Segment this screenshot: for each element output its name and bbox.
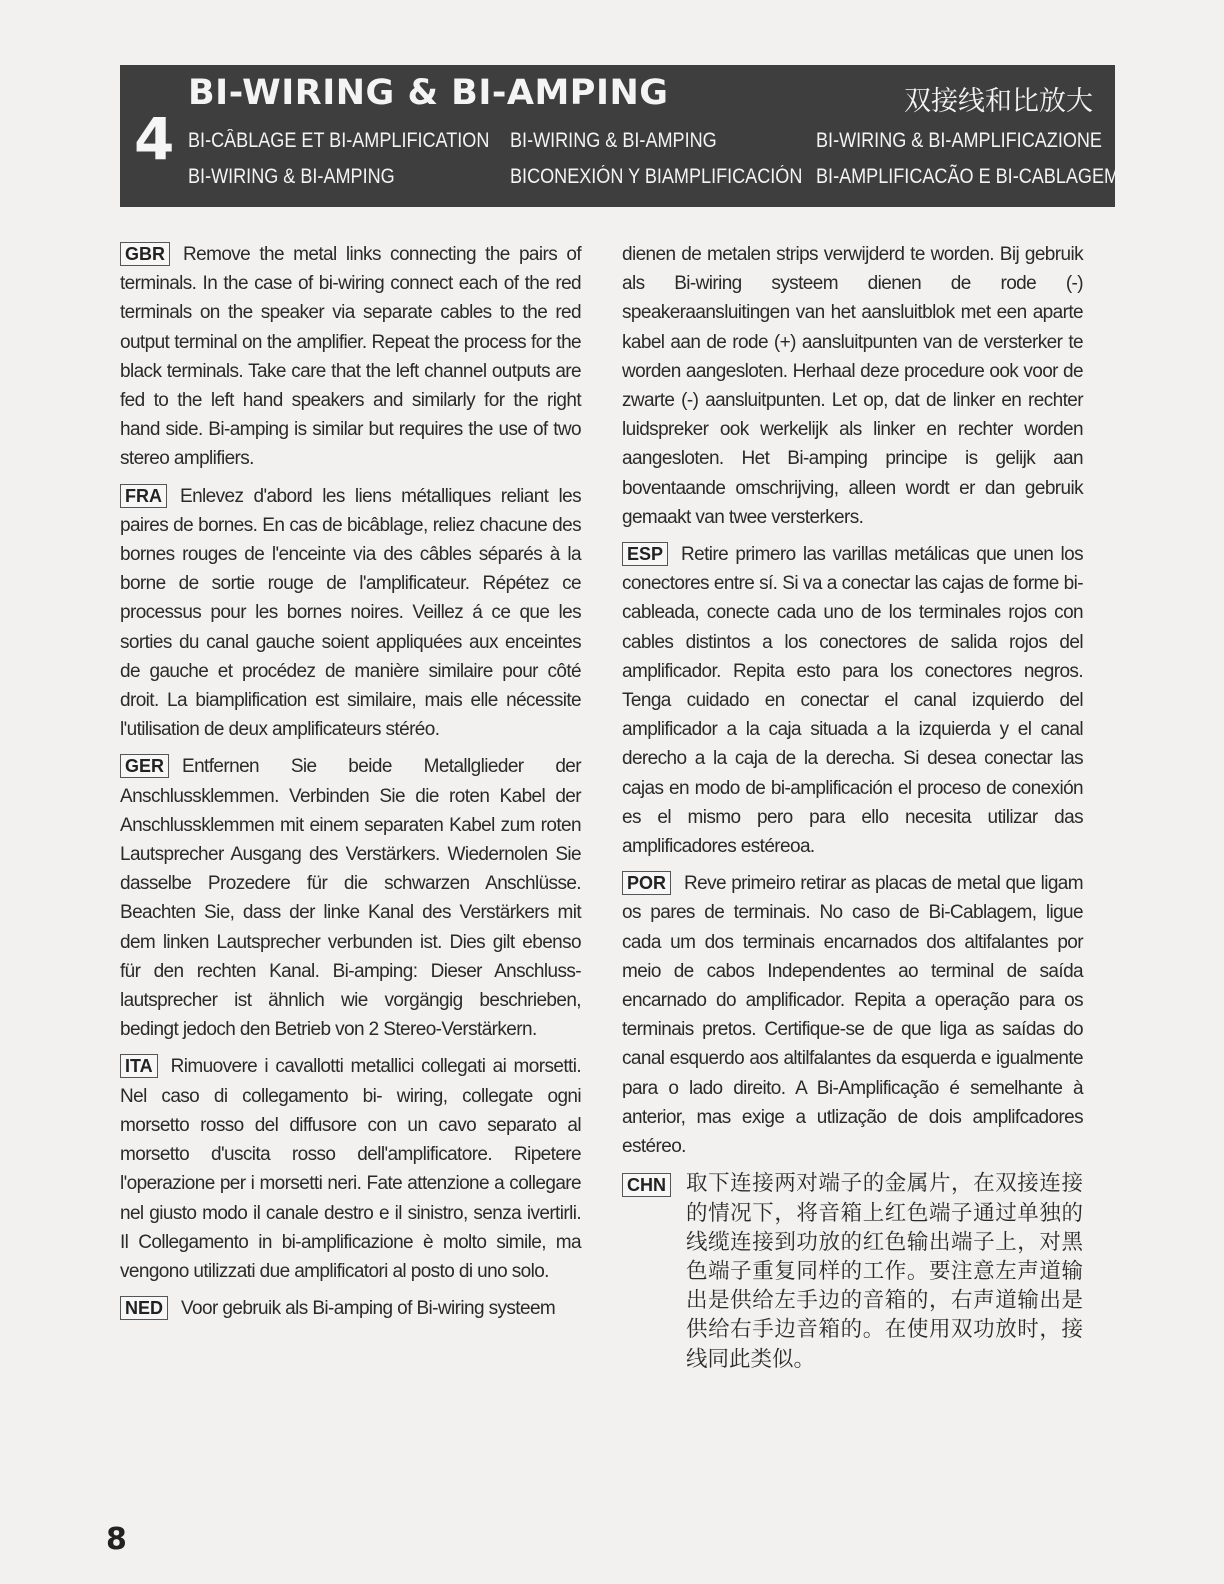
subtitle-italian: BI-WIRING & BI-AMPLIFICAZIONE (816, 129, 1102, 152)
section-text-ger: Entfernen Sie beide Metallglieder der Anschlussklemmen. Verbinden Sie die roten Kabel der Anschlussklemmen mit einem separaten Kabel zum roten Lautsprecher Ausgang des Verstärkers. Wiedernolen Sie dasselbe Prozedere für die schwarzen Anschlüsse. Beachten Sie, dass der linke Kanal des Verstärkers mit dem linken Lautsprecher verbunden ist. Dies gilt ebenso für den rechten Kanal. Bi-amping: Dieser Anschluss-lautsprecher ist ähnlich wie vorgängig beschrieben, bedingt jedoch den Betrieb von 2 Stereo-Verstärkern. (120, 756, 581, 1041)
language-badge-por: POR (622, 871, 671, 895)
language-badge-ned: NED (120, 1296, 168, 1320)
section-text-ned: Voor gebruik als Bi-amping of Bi-wiring systeem (181, 1298, 556, 1320)
chapter-title: BI-WIRING & BI-AMPING (188, 73, 669, 113)
page-number: 8 (106, 1522, 127, 1557)
language-badge-ita: ITA (120, 1054, 158, 1078)
section-chn (622, 1169, 1083, 1373)
right-column (622, 240, 1083, 1374)
chapter-number: 4 (134, 105, 175, 173)
language-badge-esp: ESP (622, 542, 668, 566)
section-ita (120, 1052, 581, 1286)
subtitle-french: BI-CÂBLAGE ET BI-AMPLIFICATION (188, 129, 490, 152)
section-text-chn: 取下连接两对端子的金属片，在双接连接的情况下，将音箱上红色端子通过单独的线缆连接到功放的红色输出端子上，对黑色端子重复同样的工作。要注意左声道输出是供给左手边的音箱的，右声道输出是供给右手边音箱的。在使用双功放时，接线同此类似。 (686, 1171, 1083, 1372)
section-ned-continued: dienen de metalen strips verwijderd te worden. Bij gebruik als Bi-wiring systeem dienen de rode (-) speakeraansluitingen van het aansluitblok met een aparte kabel aan de rode (+) aansluitpunten van de versterker te worden aangesloten. Herhaal deze procedure ook voor de zwarte (-) aansluitpunten. Let op, dat de linker en rechter luidspreker ook werkelijk als linker en rechter worden aangesloten. Het Bi-amping principe is gelijk aan boventaande omschrijving, alleen wordt er dan gebruik gemaakt van twee versterkers. (622, 244, 1083, 528)
section-text-gbr: Remove the metal links connecting the pairs of terminals. In the case of bi-wiring connect each of the red terminals on the speaker via separate cables to the red output terminal on the amplifier. Repeat the process for the black terminals. Take care that the left channel outputs are fed to the left hand speakers and similarly for the right hand side. Bi-amping is similar but requires the use of two stereo amplifiers. (120, 244, 581, 470)
section-text-esp: Retire primero las varillas metálicas que unen los conectores entre sí. Si va a conectar las cajas de forme bi-cableada, conecte cada uno de los terminales rojos con cables distintos a los conectores de salida rojos del amplificador. Repita esto para los conectores negros. Tenga cuidado en conectar el canal izquierdo del amplificador a la caja situada a la izquierda y el canal derecho a la caja de la derecha. Si desea conectar las cajas en modo de bi-amplificación el proceso de conexión es el mismo pero para ello necesita utilizar das amplificadores estéreoa. (622, 544, 1083, 858)
language-badge-fra: FRA (120, 484, 167, 508)
subtitle-spanish: BICONEXIÓN Y BIAMPLIFICACIÓN (510, 165, 803, 188)
subtitle-dutch: BI-WIRING & BI-AMPING (188, 165, 395, 188)
language-badge-chn: CHN (622, 1173, 671, 1197)
chapter-title-chinese: 双接线和比放大 (904, 86, 1093, 117)
subtitle-portuguese: BI-AMPLIFICACÃO E BI-CABLAGEM (816, 165, 1120, 188)
section-esp (622, 540, 1083, 861)
section-gbr (120, 240, 581, 474)
section-por (622, 869, 1083, 1161)
section-text-ita: Rimuovere i cavallotti metallici collegati ai morsetti. Nel caso di collegamento bi- wiring, collegate ogni morsetto rosso del diffusore con un cavo separato al morsetto d'uscita rosso dell'amplificatore. Ripetere l'operazione per i morsetti neri. Fate attenzione a collegare nel giusto modo il canale destro e il sinistro, senza ivertirli. Il Collegamento in bi-amplificazione è molto simile, ma vengono utilizzati due amplificatori al posto di uno solo. (120, 1056, 581, 1282)
section-text-por: Reve primeiro retirar as placas de metal que ligam os pares de terminais. No caso de Bi-Cablagem, ligue cada um dos terminais encarnados dos altifalantes por meio de cabos Independentes ao terminal de saída encarnado do amplificador. Repita a operação para os terminais pretos. Certifique-se de que liga as saídas do canal esquerdo aos altilfalantes da esquerda e igualmente para o lado direito. A Bi-Amplificação é semelhante à anterior, mas exige a utlização de dois amplifcadores estéreo. (622, 873, 1083, 1158)
left-column (120, 240, 581, 1331)
chapter-header (120, 65, 1120, 207)
section-text-fra: Enlevez d'abord les liens métalliques reliant les paires de bornes. En cas de bicâblage, reliez chacune des bornes rouges de l'enceinte via des câbles séparés à la borne de sortie rouge de l'amplificateur. Répétez ce processus pour les bornes noires. Veillez á ce que les sorties du canal gauche soient appliquées aux enceintes de gauche et procédez de manière similaire pour côté droit. La biamplification est similaire, mais elle nécessite l'utilisation de deux amplificateurs stéréo. (120, 485, 581, 741)
section-ned (120, 1294, 581, 1323)
language-badge-gbr: GBR (120, 242, 170, 266)
section-fra (120, 482, 581, 745)
section-ger (120, 752, 581, 1044)
language-badge-ger: GER (120, 754, 169, 778)
subtitle-german: BI-WIRING & BI-AMPING (510, 129, 717, 152)
